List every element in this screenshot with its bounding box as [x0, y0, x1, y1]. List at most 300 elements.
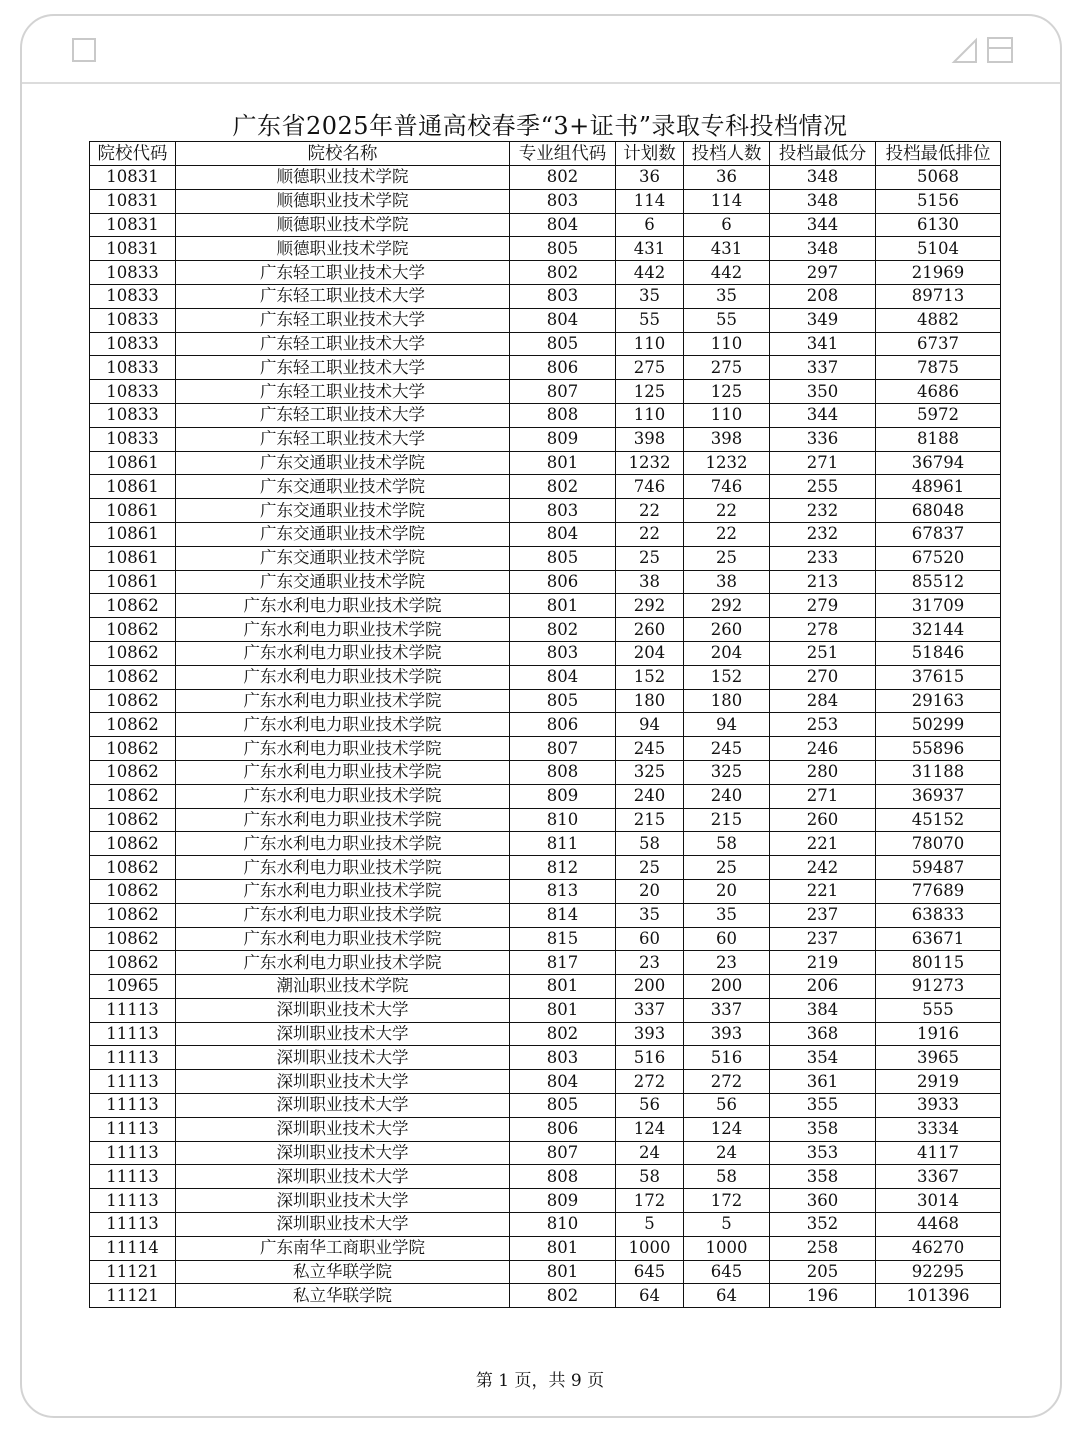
admitted-count-cell: 325: [684, 760, 770, 784]
table-row: [90, 1236, 1001, 1260]
min-score-cell: 350: [770, 380, 876, 404]
min-rank-cell: 3334: [876, 1117, 1001, 1141]
school-code-cell: 11114: [90, 1236, 176, 1260]
school-name-cell: 深圳职业技术大学: [176, 1022, 510, 1046]
min-score-cell: 360: [770, 1189, 876, 1213]
school-name-cell: 深圳职业技术大学: [176, 1070, 510, 1094]
min-score-cell: 344: [770, 403, 876, 427]
school-code-cell: 10862: [90, 618, 176, 642]
document-title: 广东省2025年普通高校春季“3+证书”录取专科投档情况: [232, 112, 848, 140]
school-name-cell: 广东轻工职业技术大学: [176, 403, 510, 427]
rotate-page-icon[interactable]: [948, 34, 1018, 66]
group-code-cell: 807: [510, 1141, 616, 1165]
school-code-cell: 11113: [90, 1165, 176, 1189]
group-code-cell: 805: [510, 332, 616, 356]
plan-count-cell: 64: [616, 1284, 684, 1308]
min-score-cell: 242: [770, 856, 876, 880]
table-row: [90, 451, 1001, 475]
school-name-cell: 广东水利电力职业技术学院: [176, 832, 510, 856]
min-score-cell: 297: [770, 261, 876, 285]
school-code-cell: 10862: [90, 903, 176, 927]
admitted-count-cell: 275: [684, 356, 770, 380]
min-rank-cell: 32144: [876, 618, 1001, 642]
min-rank-cell: 29163: [876, 689, 1001, 713]
school-name-cell: 广东水利电力职业技术学院: [176, 784, 510, 808]
plan-count-cell: 110: [616, 332, 684, 356]
min-rank-cell: 67837: [876, 522, 1001, 546]
school-name-cell: 广东水利电力职业技术学院: [176, 879, 510, 903]
table-row: [90, 641, 1001, 665]
admitted-count-cell: 36: [684, 166, 770, 190]
group-code-cell: 803: [510, 499, 616, 523]
admitted-count-header: 投档人数: [684, 142, 770, 166]
school-name-cell: 深圳职业技术大学: [176, 1213, 510, 1237]
min-rank-cell: 46270: [876, 1236, 1001, 1260]
admitted-count-cell: 337: [684, 998, 770, 1022]
group-code-cell: 804: [510, 1070, 616, 1094]
group-code-cell: 806: [510, 1117, 616, 1141]
table-row: [90, 499, 1001, 523]
table-row: [90, 1046, 1001, 1070]
plan-count-cell: 36: [616, 166, 684, 190]
min-rank-cell: 3014: [876, 1189, 1001, 1213]
table-row: [90, 427, 1001, 451]
group-code-cell: 804: [510, 308, 616, 332]
min-rank-cell: 50299: [876, 713, 1001, 737]
school-code-cell: 10833: [90, 332, 176, 356]
school-code-cell: 11121: [90, 1284, 176, 1308]
min-score-cell: 233: [770, 546, 876, 570]
plan-count-cell: 398: [616, 427, 684, 451]
school-code-cell: 11113: [90, 1189, 176, 1213]
admitted-count-cell: 5: [684, 1213, 770, 1237]
min-rank-cell: 59487: [876, 856, 1001, 880]
school-code-cell: 11113: [90, 998, 176, 1022]
min-rank-cell: 3965: [876, 1046, 1001, 1070]
min-rank-cell: 4117: [876, 1141, 1001, 1165]
plan-count-cell: 110: [616, 403, 684, 427]
group-code-cell: 809: [510, 427, 616, 451]
school-code-cell: 10861: [90, 499, 176, 523]
min-score-cell: 353: [770, 1141, 876, 1165]
admitted-count-cell: 245: [684, 737, 770, 761]
min-score-cell: 237: [770, 927, 876, 951]
school-code-cell: 10862: [90, 856, 176, 880]
school-name-cell: 广东轻工职业技术大学: [176, 332, 510, 356]
school-name-cell: 广东轻工职业技术大学: [176, 427, 510, 451]
admitted-count-cell: 22: [684, 522, 770, 546]
admitted-count-cell: 292: [684, 594, 770, 618]
table-row: [90, 879, 1001, 903]
plan-count-cell: 245: [616, 737, 684, 761]
min-rank-cell: 6737: [876, 332, 1001, 356]
plan-count-cell: 337: [616, 998, 684, 1022]
table-row: [90, 546, 1001, 570]
min-score-cell: 348: [770, 237, 876, 261]
group-code-cell: 806: [510, 356, 616, 380]
plan-count-cell: 1000: [616, 1236, 684, 1260]
table-row: [90, 380, 1001, 404]
group-code-cell: 801: [510, 998, 616, 1022]
admitted-count-cell: 215: [684, 808, 770, 832]
group-code-cell: 809: [510, 784, 616, 808]
school-code-cell: 10965: [90, 975, 176, 999]
school-code-cell: 10862: [90, 784, 176, 808]
group-code-cell: 802: [510, 166, 616, 190]
min-rank-cell: 63833: [876, 903, 1001, 927]
plan-count-cell: 6: [616, 213, 684, 237]
group-code-cell: 814: [510, 903, 616, 927]
plan-count-cell: 25: [616, 856, 684, 880]
plan-count-cell: 5: [616, 1213, 684, 1237]
table-row: [90, 1070, 1001, 1094]
table-row: [90, 784, 1001, 808]
group-code-cell: 807: [510, 380, 616, 404]
group-code-cell: 817: [510, 951, 616, 975]
min-rank-cell: 21969: [876, 261, 1001, 285]
school-code-cell: 10861: [90, 475, 176, 499]
min-score-cell: 206: [770, 975, 876, 999]
admitted-count-cell: 58: [684, 1165, 770, 1189]
min-rank-cell: 51846: [876, 641, 1001, 665]
min-rank-cell: 2919: [876, 1070, 1001, 1094]
table-row: [90, 1213, 1001, 1237]
school-code-cell: 11113: [90, 1141, 176, 1165]
table-row: [90, 308, 1001, 332]
plan-count-cell: 215: [616, 808, 684, 832]
school-name-cell: 广东轻工职业技术大学: [176, 356, 510, 380]
group-code-cell: 810: [510, 808, 616, 832]
min-rank-cell: 5068: [876, 166, 1001, 190]
admitted-count-cell: 94: [684, 713, 770, 737]
min-rank-cell: 85512: [876, 570, 1001, 594]
school-name-cell: 深圳职业技术大学: [176, 1141, 510, 1165]
table-row: [90, 760, 1001, 784]
table-row: [90, 713, 1001, 737]
school-code-cell: 10862: [90, 951, 176, 975]
plan-count-cell: 172: [616, 1189, 684, 1213]
school-code-cell: 10833: [90, 284, 176, 308]
school-code-cell: 10833: [90, 403, 176, 427]
group-code-cell: 802: [510, 618, 616, 642]
min-rank-cell: 89713: [876, 284, 1001, 308]
table-row: [90, 832, 1001, 856]
min-rank-cell: 7875: [876, 356, 1001, 380]
admission-table: [89, 141, 1001, 1308]
min-rank-cell: 31188: [876, 760, 1001, 784]
admitted-count-cell: 393: [684, 1022, 770, 1046]
toolbar-divider: [22, 82, 1060, 84]
table-row: [90, 951, 1001, 975]
min-score-cell: 270: [770, 665, 876, 689]
group-code-cell: 808: [510, 403, 616, 427]
group-code-cell: 801: [510, 975, 616, 999]
group-code-cell: 804: [510, 665, 616, 689]
min-score-cell: 355: [770, 1094, 876, 1118]
plan-count-cell: 55: [616, 308, 684, 332]
admitted-count-cell: 125: [684, 380, 770, 404]
school-code-cell: 11113: [90, 1070, 176, 1094]
plan-count-cell: 58: [616, 832, 684, 856]
table-row: [90, 1141, 1001, 1165]
plan-count-cell: 58: [616, 1165, 684, 1189]
plan-count-cell: 204: [616, 641, 684, 665]
school-code-cell: 10833: [90, 308, 176, 332]
group-code-cell: 804: [510, 522, 616, 546]
table-body: [90, 166, 1001, 1308]
school-code-cell: 10862: [90, 760, 176, 784]
min-rank-cell: 68048: [876, 499, 1001, 523]
admitted-count-cell: 240: [684, 784, 770, 808]
school-code-cell: 11113: [90, 1046, 176, 1070]
school-name-cell: 深圳职业技术大学: [176, 1189, 510, 1213]
school-code-cell: 10831: [90, 166, 176, 190]
min-rank-cell: 78070: [876, 832, 1001, 856]
table-row: [90, 594, 1001, 618]
school-name-cell: 广东轻工职业技术大学: [176, 308, 510, 332]
school-name-cell: 潮汕职业技术学院: [176, 975, 510, 999]
admitted-count-cell: 22: [684, 499, 770, 523]
admitted-count-cell: 60: [684, 927, 770, 951]
group-code-cell: 805: [510, 237, 616, 261]
plan-count-cell: 25: [616, 546, 684, 570]
school-name-cell: 广东水利电力职业技术学院: [176, 713, 510, 737]
min-rank-cell: 67520: [876, 546, 1001, 570]
group-code-cell: 801: [510, 1260, 616, 1284]
group-code-cell: 806: [510, 570, 616, 594]
school-name-cell: 广东轻工职业技术大学: [176, 284, 510, 308]
school-code-cell: 10831: [90, 237, 176, 261]
plan-count-cell: 1232: [616, 451, 684, 475]
admitted-count-cell: 442: [684, 261, 770, 285]
min-rank-cell: 31709: [876, 594, 1001, 618]
group-code-header: 专业组代码: [510, 142, 616, 166]
group-code-cell: 808: [510, 760, 616, 784]
min-score-cell: 237: [770, 903, 876, 927]
min-rank-cell: 36937: [876, 784, 1001, 808]
plan-count-cell: 393: [616, 1022, 684, 1046]
school-name-cell: 广东水利电力职业技术学院: [176, 927, 510, 951]
group-code-cell: 802: [510, 1284, 616, 1308]
school-name-cell: 深圳职业技术大学: [176, 1117, 510, 1141]
school-name-cell: 顺德职业技术学院: [176, 189, 510, 213]
min-score-cell: 348: [770, 166, 876, 190]
school-code-cell: 10861: [90, 522, 176, 546]
min-rank-cell: 555: [876, 998, 1001, 1022]
plan-count-cell: 125: [616, 380, 684, 404]
admitted-count-cell: 64: [684, 1284, 770, 1308]
admitted-count-cell: 110: [684, 332, 770, 356]
admitted-count-cell: 124: [684, 1117, 770, 1141]
group-code-cell: 801: [510, 1236, 616, 1260]
group-code-cell: 813: [510, 879, 616, 903]
school-name-cell: 广东轻工职业技术大学: [176, 261, 510, 285]
min-score-cell: 348: [770, 189, 876, 213]
min-score-cell: 255: [770, 475, 876, 499]
school-code-cell: 10862: [90, 879, 176, 903]
school-code-cell: 10861: [90, 546, 176, 570]
school-name-cell: 广东水利电力职业技术学院: [176, 665, 510, 689]
min-score-cell: 258: [770, 1236, 876, 1260]
admitted-count-cell: 35: [684, 903, 770, 927]
school-name-cell: 深圳职业技术大学: [176, 998, 510, 1022]
square-icon[interactable]: [72, 38, 96, 62]
group-code-cell: 815: [510, 927, 616, 951]
table-row: [90, 856, 1001, 880]
page-indicator: 第 1 页，共 9 页: [475, 1371, 605, 1391]
min-rank-cell: 55896: [876, 737, 1001, 761]
school-code-cell: 10862: [90, 713, 176, 737]
school-code-header: 院校代码: [90, 142, 176, 166]
school-name-cell: 广东水利电力职业技术学院: [176, 951, 510, 975]
table-row: [90, 1165, 1001, 1189]
min-rank-cell: 77689: [876, 879, 1001, 903]
table-row: [90, 1022, 1001, 1046]
min-score-cell: 284: [770, 689, 876, 713]
table-row: [90, 618, 1001, 642]
table-row: [90, 927, 1001, 951]
plan-count-header: 计划数: [616, 142, 684, 166]
school-code-cell: 10862: [90, 737, 176, 761]
table-row: [90, 570, 1001, 594]
school-name-cell: 广东水利电力职业技术学院: [176, 641, 510, 665]
min-score-cell: 349: [770, 308, 876, 332]
table-row: [90, 213, 1001, 237]
admitted-count-cell: 114: [684, 189, 770, 213]
min-score-cell: 205: [770, 1260, 876, 1284]
admitted-count-cell: 152: [684, 665, 770, 689]
school-name-cell: 广东水利电力职业技术学院: [176, 903, 510, 927]
admitted-count-cell: 56: [684, 1094, 770, 1118]
min-rank-header: 投档最低排位: [876, 142, 1001, 166]
table-row: [90, 1284, 1001, 1308]
school-name-cell: 深圳职业技术大学: [176, 1046, 510, 1070]
school-code-cell: 10861: [90, 451, 176, 475]
school-code-cell: 11113: [90, 1022, 176, 1046]
admitted-count-cell: 272: [684, 1070, 770, 1094]
school-name-cell: 广东水利电力职业技术学院: [176, 618, 510, 642]
min-score-cell: 352: [770, 1213, 876, 1237]
min-score-cell: 358: [770, 1117, 876, 1141]
school-code-cell: 11113: [90, 1117, 176, 1141]
school-code-cell: 10862: [90, 594, 176, 618]
plan-count-cell: 180: [616, 689, 684, 713]
plan-count-cell: 35: [616, 284, 684, 308]
min-rank-cell: 37615: [876, 665, 1001, 689]
admitted-count-cell: 200: [684, 975, 770, 999]
admitted-count-cell: 1232: [684, 451, 770, 475]
school-code-cell: 10862: [90, 665, 176, 689]
group-code-cell: 803: [510, 284, 616, 308]
school-code-cell: 10862: [90, 641, 176, 665]
min-score-cell: 208: [770, 284, 876, 308]
admitted-count-cell: 204: [684, 641, 770, 665]
school-code-cell: 11113: [90, 1213, 176, 1237]
min-score-cell: 271: [770, 451, 876, 475]
table-row: [90, 261, 1001, 285]
min-score-cell: 354: [770, 1046, 876, 1070]
min-rank-cell: 4686: [876, 380, 1001, 404]
min-rank-cell: 101396: [876, 1284, 1001, 1308]
min-score-cell: 246: [770, 737, 876, 761]
school-code-cell: 10862: [90, 927, 176, 951]
admitted-count-cell: 58: [684, 832, 770, 856]
min-score-cell: 278: [770, 618, 876, 642]
plan-count-cell: 114: [616, 189, 684, 213]
group-code-cell: 801: [510, 451, 616, 475]
table-row: [90, 356, 1001, 380]
min-score-cell: 384: [770, 998, 876, 1022]
table-header-row: [90, 142, 1001, 166]
school-name-cell: 私立华联学院: [176, 1284, 510, 1308]
min-score-cell: 251: [770, 641, 876, 665]
school-name-cell: 广东交通职业技术学院: [176, 570, 510, 594]
school-code-cell: 10833: [90, 261, 176, 285]
table-row: [90, 237, 1001, 261]
school-name-cell: 广东交通职业技术学院: [176, 475, 510, 499]
group-code-cell: 808: [510, 1165, 616, 1189]
school-name-cell: 广东交通职业技术学院: [176, 499, 510, 523]
table-row: [90, 332, 1001, 356]
admitted-count-cell: 38: [684, 570, 770, 594]
min-rank-cell: 91273: [876, 975, 1001, 999]
min-score-cell: 336: [770, 427, 876, 451]
min-score-cell: 368: [770, 1022, 876, 1046]
table-row: [90, 1094, 1001, 1118]
admitted-count-cell: 260: [684, 618, 770, 642]
plan-count-cell: 22: [616, 522, 684, 546]
table-row: [90, 665, 1001, 689]
admitted-count-cell: 516: [684, 1046, 770, 1070]
min-rank-cell: 8188: [876, 427, 1001, 451]
group-code-cell: 805: [510, 546, 616, 570]
min-score-cell: 219: [770, 951, 876, 975]
group-code-cell: 804: [510, 213, 616, 237]
school-code-cell: 11121: [90, 1260, 176, 1284]
min-rank-cell: 48961: [876, 475, 1001, 499]
admitted-count-cell: 6: [684, 213, 770, 237]
plan-count-cell: 24: [616, 1141, 684, 1165]
table-row: [90, 189, 1001, 213]
admitted-count-cell: 24: [684, 1141, 770, 1165]
min-rank-cell: 5104: [876, 237, 1001, 261]
group-code-cell: 812: [510, 856, 616, 880]
min-rank-cell: 63671: [876, 927, 1001, 951]
min-score-cell: 196: [770, 1284, 876, 1308]
school-name-cell: 广东交通职业技术学院: [176, 522, 510, 546]
admitted-count-cell: 20: [684, 879, 770, 903]
plan-count-cell: 94: [616, 713, 684, 737]
min-score-cell: 213: [770, 570, 876, 594]
school-name-cell: 广东水利电力职业技术学院: [176, 760, 510, 784]
group-code-cell: 806: [510, 713, 616, 737]
school-name-cell: 深圳职业技术大学: [176, 1165, 510, 1189]
min-rank-cell: 5156: [876, 189, 1001, 213]
table-row: [90, 475, 1001, 499]
table-row: [90, 1260, 1001, 1284]
admitted-count-cell: 180: [684, 689, 770, 713]
plan-count-cell: 35: [616, 903, 684, 927]
school-name-cell: 广东水利电力职业技术学院: [176, 808, 510, 832]
school-name-cell: 顺德职业技术学院: [176, 166, 510, 190]
group-code-cell: 802: [510, 475, 616, 499]
table-row: [90, 1117, 1001, 1141]
plan-count-cell: 431: [616, 237, 684, 261]
min-score-cell: 358: [770, 1165, 876, 1189]
group-code-cell: 810: [510, 1213, 616, 1237]
min-rank-cell: 4882: [876, 308, 1001, 332]
min-score-cell: 232: [770, 499, 876, 523]
